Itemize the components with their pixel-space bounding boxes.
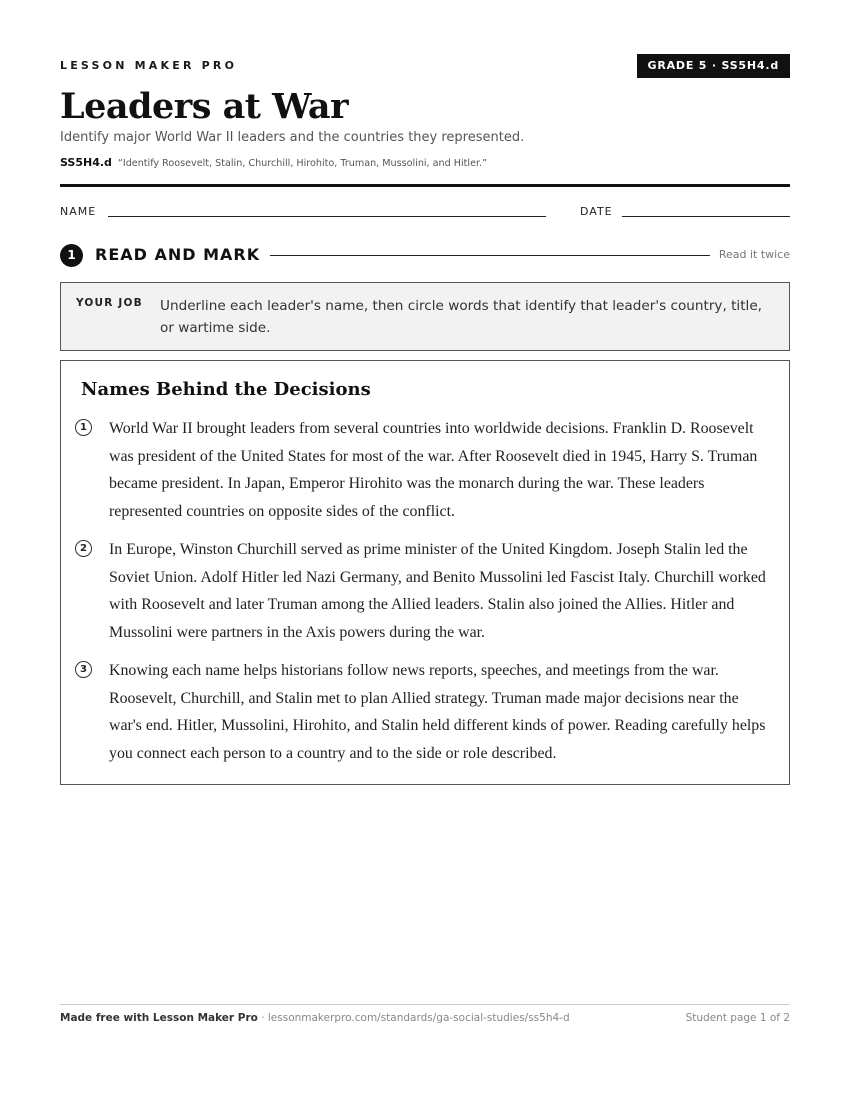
passage-title: Names Behind the Decisions (81, 379, 371, 400)
passage-paragraph (75, 415, 775, 525)
paragraph-number: 1 (75, 419, 92, 436)
section-rule (270, 255, 710, 256)
footer-credit (60, 1012, 570, 1024)
standard-text: “Identify Roosevelt, Stalin, Churchill, Hirohito, Truman, Mussolini, and Hitler.” (117, 158, 488, 169)
section-note: Read it twice (718, 248, 790, 261)
page-subtitle: Identify major World War II leaders and the countries they represented. (60, 130, 525, 145)
paragraph-number: 3 (75, 661, 92, 678)
instructions-text: Underline each leader's name, then circle words that identify that leader's country, title, or wartime side. (160, 298, 763, 336)
grade-badge: GRADE 5 · SS5H4.d (637, 54, 791, 78)
paragraph-number: 2 (75, 540, 92, 557)
date-label: DATE (580, 205, 613, 218)
name-field[interactable] (108, 216, 546, 217)
worksheet-page (60, 0, 790, 1100)
standard-code: SS5H4.d (60, 156, 112, 169)
footer-separator: · (257, 1012, 268, 1024)
brand-name: LESSON MAKER PRO (60, 59, 238, 72)
reading-passage (60, 360, 790, 785)
footer-page-number: Student page 1 of 2 (685, 1012, 790, 1024)
header-divider (60, 184, 790, 187)
name-date-row (60, 204, 790, 220)
footer-made-with: Made free with Lesson Maker Pro (60, 1012, 258, 1024)
footer-url[interactable]: lessonmakerpro.com/standards/ga-social-studies/ss5h4-d (267, 1012, 570, 1024)
section-number-badge: 1 (60, 244, 83, 267)
page-title: Leaders at War (60, 86, 349, 127)
paragraph-text: In Europe, Winston Churchill served as prime minister of the United Kingdom. Joseph Stalin led the Soviet Union. Adolf Hitler led Nazi Germany, and Benito Mussolini led Fascist Italy. Churchill worked with Roosevelt and later Truman among the Allied leaders. Stalin also joined the Allies. Hitler and Mussolini were partners in the Axis powers during the war. (109, 541, 766, 641)
footer-divider (60, 1004, 790, 1005)
date-field[interactable] (622, 216, 790, 217)
instructions-label: YOUR JOB (76, 297, 143, 309)
standard-line (60, 156, 487, 169)
instructions-box (60, 282, 790, 351)
section-header (60, 243, 790, 267)
paragraph-text: World War II brought leaders from several countries into worldwide decisions. Franklin D. Roosevelt was president of the United States for most of the war. After Roosevelt died in 1945, Harry S. Truman became president. In Japan, Emperor Hirohito was the monarch during the war. These leaders represented countries on opposite sides of the conflict. (109, 420, 758, 520)
section-title: READ AND MARK (95, 245, 261, 264)
passage-paragraph (75, 657, 775, 767)
paragraph-text: Knowing each name helps historians follow news reports, speeches, and meetings from the war. Roosevelt, Churchill, and Stalin met to plan Allied strategy. Truman made major decisions near the war's end. Hitler, Mussolini, Hirohito, and Stalin held different kinds of power. Reading carefully helps you connect each person to a country and to the side or role described. (109, 662, 766, 762)
name-label: NAME (60, 205, 97, 218)
passage-paragraph (75, 536, 775, 646)
